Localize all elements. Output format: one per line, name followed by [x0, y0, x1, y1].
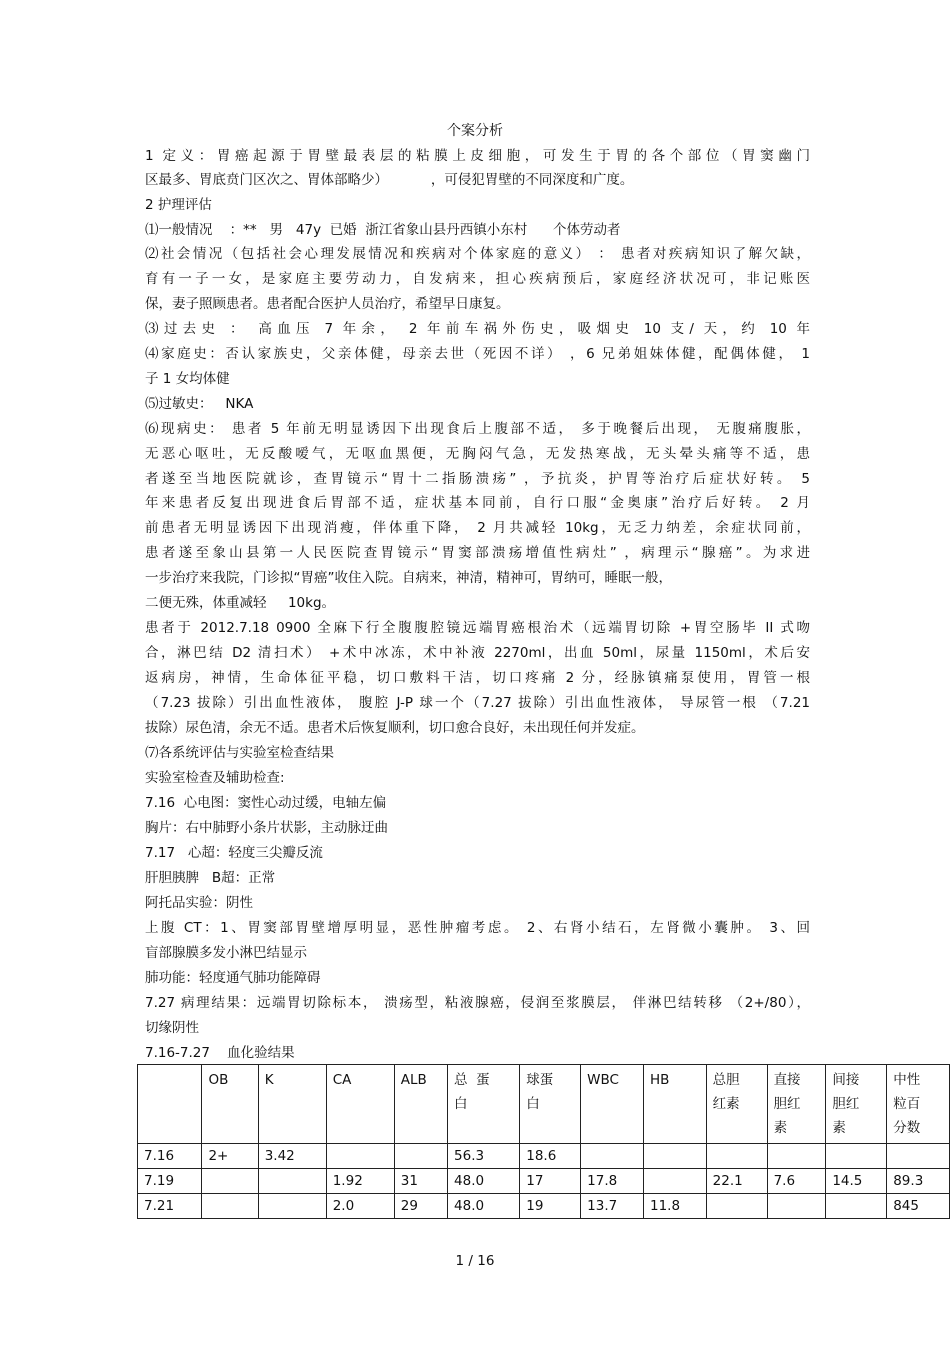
text-line: 返病房，神情，生命体征平稳，切口敷料干洁，切口疼痛 2 分，经脉镇痛泵使用，胃管一根 [145, 670, 810, 686]
text-line: 二便无殊，体重减轻 10kg。 [145, 595, 336, 611]
table-row [138, 1169, 950, 1194]
table-cell: 17.8 [581, 1169, 644, 1194]
text-line: 患者于 2012.7.18 0900 全麻下行全腹腹腔镜远端胃癌根治术（远端胃切除 +胃空肠毕 II 式吻 [145, 620, 810, 636]
column-header: 中性 粒百 分数 [887, 1065, 950, 1144]
table-cell: 7.6 [767, 1169, 826, 1194]
text-line: 患者遂至象山县第一人民医院查胃镜示“胃窦部溃疡增值性病灶” ，病理示“腺癌”。为求进 [145, 545, 810, 561]
text-line: 无恶心呕吐，无反酸嗳气，无呕血黑便，无胸闷气急，无发热寒战，无头晕头痛等不适，患 [145, 446, 810, 462]
text-line: 年来患者反复出现进食后胃部不适，症状基本同前，自行口服“金奥康”治疗后好转。 2 月 [145, 495, 810, 511]
text-line: ⑸过敏史： NKA [145, 396, 254, 412]
text-line: 肝胆胰脾 B超：正常 [145, 870, 276, 886]
table-cell: 3.42 [258, 1144, 326, 1169]
text-line: 者遂至当地医院就诊，查胃镜示“胃十二指肠溃疡” ，予抗炎，护胃等治疗后症状好转。 5 [145, 471, 810, 487]
table-cell [581, 1144, 644, 1169]
column-header: HB [644, 1065, 707, 1144]
column-header: ALB [394, 1065, 447, 1144]
table-row [138, 1144, 950, 1169]
table-cell [767, 1194, 826, 1219]
column-header: 总胆 红素 [706, 1065, 767, 1144]
table-cell [394, 1144, 447, 1169]
text-line: ⑷家庭史：否认家族史，父亲体健，母亲去世（死因不详） ，6 兄弟姐妹体健，配偶体健， 1 [145, 346, 810, 362]
text-line: 上腹 CT：1、胃窦部胃壁增厚明显，恶性肿瘤考虑。 2、右肾小结石，左肾微小囊肿。 3、回 [145, 920, 810, 936]
column-header: WBC [581, 1065, 644, 1144]
table-cell: 2+ [202, 1144, 258, 1169]
text-line: 阿托品实验：阴性 [145, 895, 253, 911]
text-line: 肺功能：轻度通气肺功能障碍 [145, 970, 321, 986]
table-cell: 18.6 [520, 1144, 581, 1169]
table-cell [202, 1169, 258, 1194]
table-cell [706, 1194, 767, 1219]
text-line: ⑺各系统评估与实验室检查结果 [145, 745, 334, 761]
text-line: 1 定义：胃癌起源于胃壁最表层的粘膜上皮细胞，可发生于胃的各个部位（胃窦幽门 [145, 148, 810, 164]
text-line: 保，妻子照顾患者。患者配合医护人员治疗，希望早日康复。 [145, 296, 510, 312]
text-line: ⑵社会情况（包括社会心理发展情况和疾病对个体家庭的意义） ： 患者对疾病知识了解欠缺， [145, 246, 810, 262]
text-line: 7.27 病理结果：远端胃切除标本， 溃疡型，粘液腺癌，侵润至浆膜层， 伴淋巴结转移 （2+/80）， [145, 995, 810, 1011]
text-line: 子 1 女均体健 [145, 371, 230, 387]
table-cell: 1.92 [326, 1169, 394, 1194]
column-header: OB [202, 1065, 258, 1144]
column-header: 球蛋 白 [520, 1065, 581, 1144]
text-line: 2 护理评估 [145, 197, 212, 213]
blood-test-table [137, 1064, 950, 1219]
table-cell: 17 [520, 1169, 581, 1194]
table-cell [326, 1144, 394, 1169]
text-line: 盲部腺膜多发小淋巴结显示 [145, 945, 307, 961]
table-cell [202, 1194, 258, 1219]
table-cell: 7.19 [138, 1169, 202, 1194]
table-cell: 2.0 [326, 1194, 394, 1219]
table-cell [767, 1144, 826, 1169]
table-cell [644, 1144, 707, 1169]
table-cell: 845 [887, 1194, 950, 1219]
table-cell: 11.8 [644, 1194, 707, 1219]
text-line: 区最多、胃底贲门区次之、胃体部略少） ，可侵犯胃壁的不同深度和广度。 [145, 172, 634, 188]
column-header: 总 蛋 白 [448, 1065, 520, 1144]
table-cell [826, 1144, 887, 1169]
text-line: 一步治疗来我院，门诊拟“胃癌”收住入院。自病来，神清，精神可，胃纳可，睡眠一般， [145, 570, 672, 586]
table-cell [644, 1169, 707, 1194]
table-cell: 22.1 [706, 1169, 767, 1194]
table-cell: 31 [394, 1169, 447, 1194]
text-line: 切缘阴性 [145, 1020, 199, 1036]
column-header: 间接 胆红 素 [826, 1065, 887, 1144]
text-line: 拔除）尿色清，余无不适。患者术后恢复顺利，切口愈合良好，未出现任何并发症。 [145, 720, 645, 736]
text-line: 7.17 心超：轻度三尖瓣反流 [145, 845, 323, 861]
table-cell: 48.0 [448, 1194, 520, 1219]
text-line: ⑹现病史： 患者 5 年前无明显诱因下出现食后上腹部不适， 多于晚餐后出现， 无腹痛腹胀， [145, 421, 810, 437]
table-row [138, 1194, 950, 1219]
column-header [138, 1065, 202, 1144]
text-line: （7.23 拔除）引出血性液体， 腹腔 J-P 球一个（7.27 拔除）引出血性液体， 导尿管一根 （7.21 [145, 695, 810, 711]
column-header: 直接 胆红 素 [767, 1065, 826, 1144]
page-title: 个案分析 [447, 123, 503, 139]
table-cell: 29 [394, 1194, 447, 1219]
page-number: 1 / 16 [455, 1253, 495, 1269]
text-line: ⑶过去史 ： 高血压 7 年余， 2 年前车祸外伤史，吸烟史 10 支/ 天，约 10 年 [145, 321, 810, 337]
text-line: 前患者无明显诱因下出现消瘦，伴体重下降， 2 月共减轻 10kg，无乏力纳差，余症状同前， [145, 520, 810, 536]
text-line: 合，淋巴结 D2 清扫术） +术中冰冻，术中补液 2270ml，出血 50ml，尿量 1150ml，术后安 [145, 645, 810, 661]
table-cell: 48.0 [448, 1169, 520, 1194]
table-cell [258, 1194, 326, 1219]
table-cell: 13.7 [581, 1194, 644, 1219]
text-line: 胸片：右中肺野小条片状影，主动脉迂曲 [145, 820, 388, 836]
table-cell [887, 1144, 950, 1169]
text-line: 7.16 心电图：窦性心动过缓，电轴左偏 [145, 795, 387, 811]
table-header-row [138, 1065, 950, 1144]
table-cell [826, 1194, 887, 1219]
table-cell [258, 1169, 326, 1194]
table-cell: 7.21 [138, 1194, 202, 1219]
table-cell: 56.3 [448, 1144, 520, 1169]
column-header: CA [326, 1065, 394, 1144]
column-header: K [258, 1065, 326, 1144]
table-cell: 7.16 [138, 1144, 202, 1169]
table-cell: 19 [520, 1194, 581, 1219]
table-cell: 89.3 [887, 1169, 950, 1194]
table-cell [706, 1144, 767, 1169]
text-line: 实验室检查及辅助检查: [145, 770, 285, 786]
table-cell: 14.5 [826, 1169, 887, 1194]
text-line: 育有一子一女，是家庭主要劳动力，自发病来，担心疾病预后，家庭经济状况可，非记账医 [145, 271, 810, 287]
text-line: ⑴一般情况 ：** 男 47y 已婚 浙江省象山县丹西镇小东村 个体劳动者 [145, 222, 621, 238]
text-line: 7.16-7.27 血化验结果 [145, 1045, 295, 1061]
